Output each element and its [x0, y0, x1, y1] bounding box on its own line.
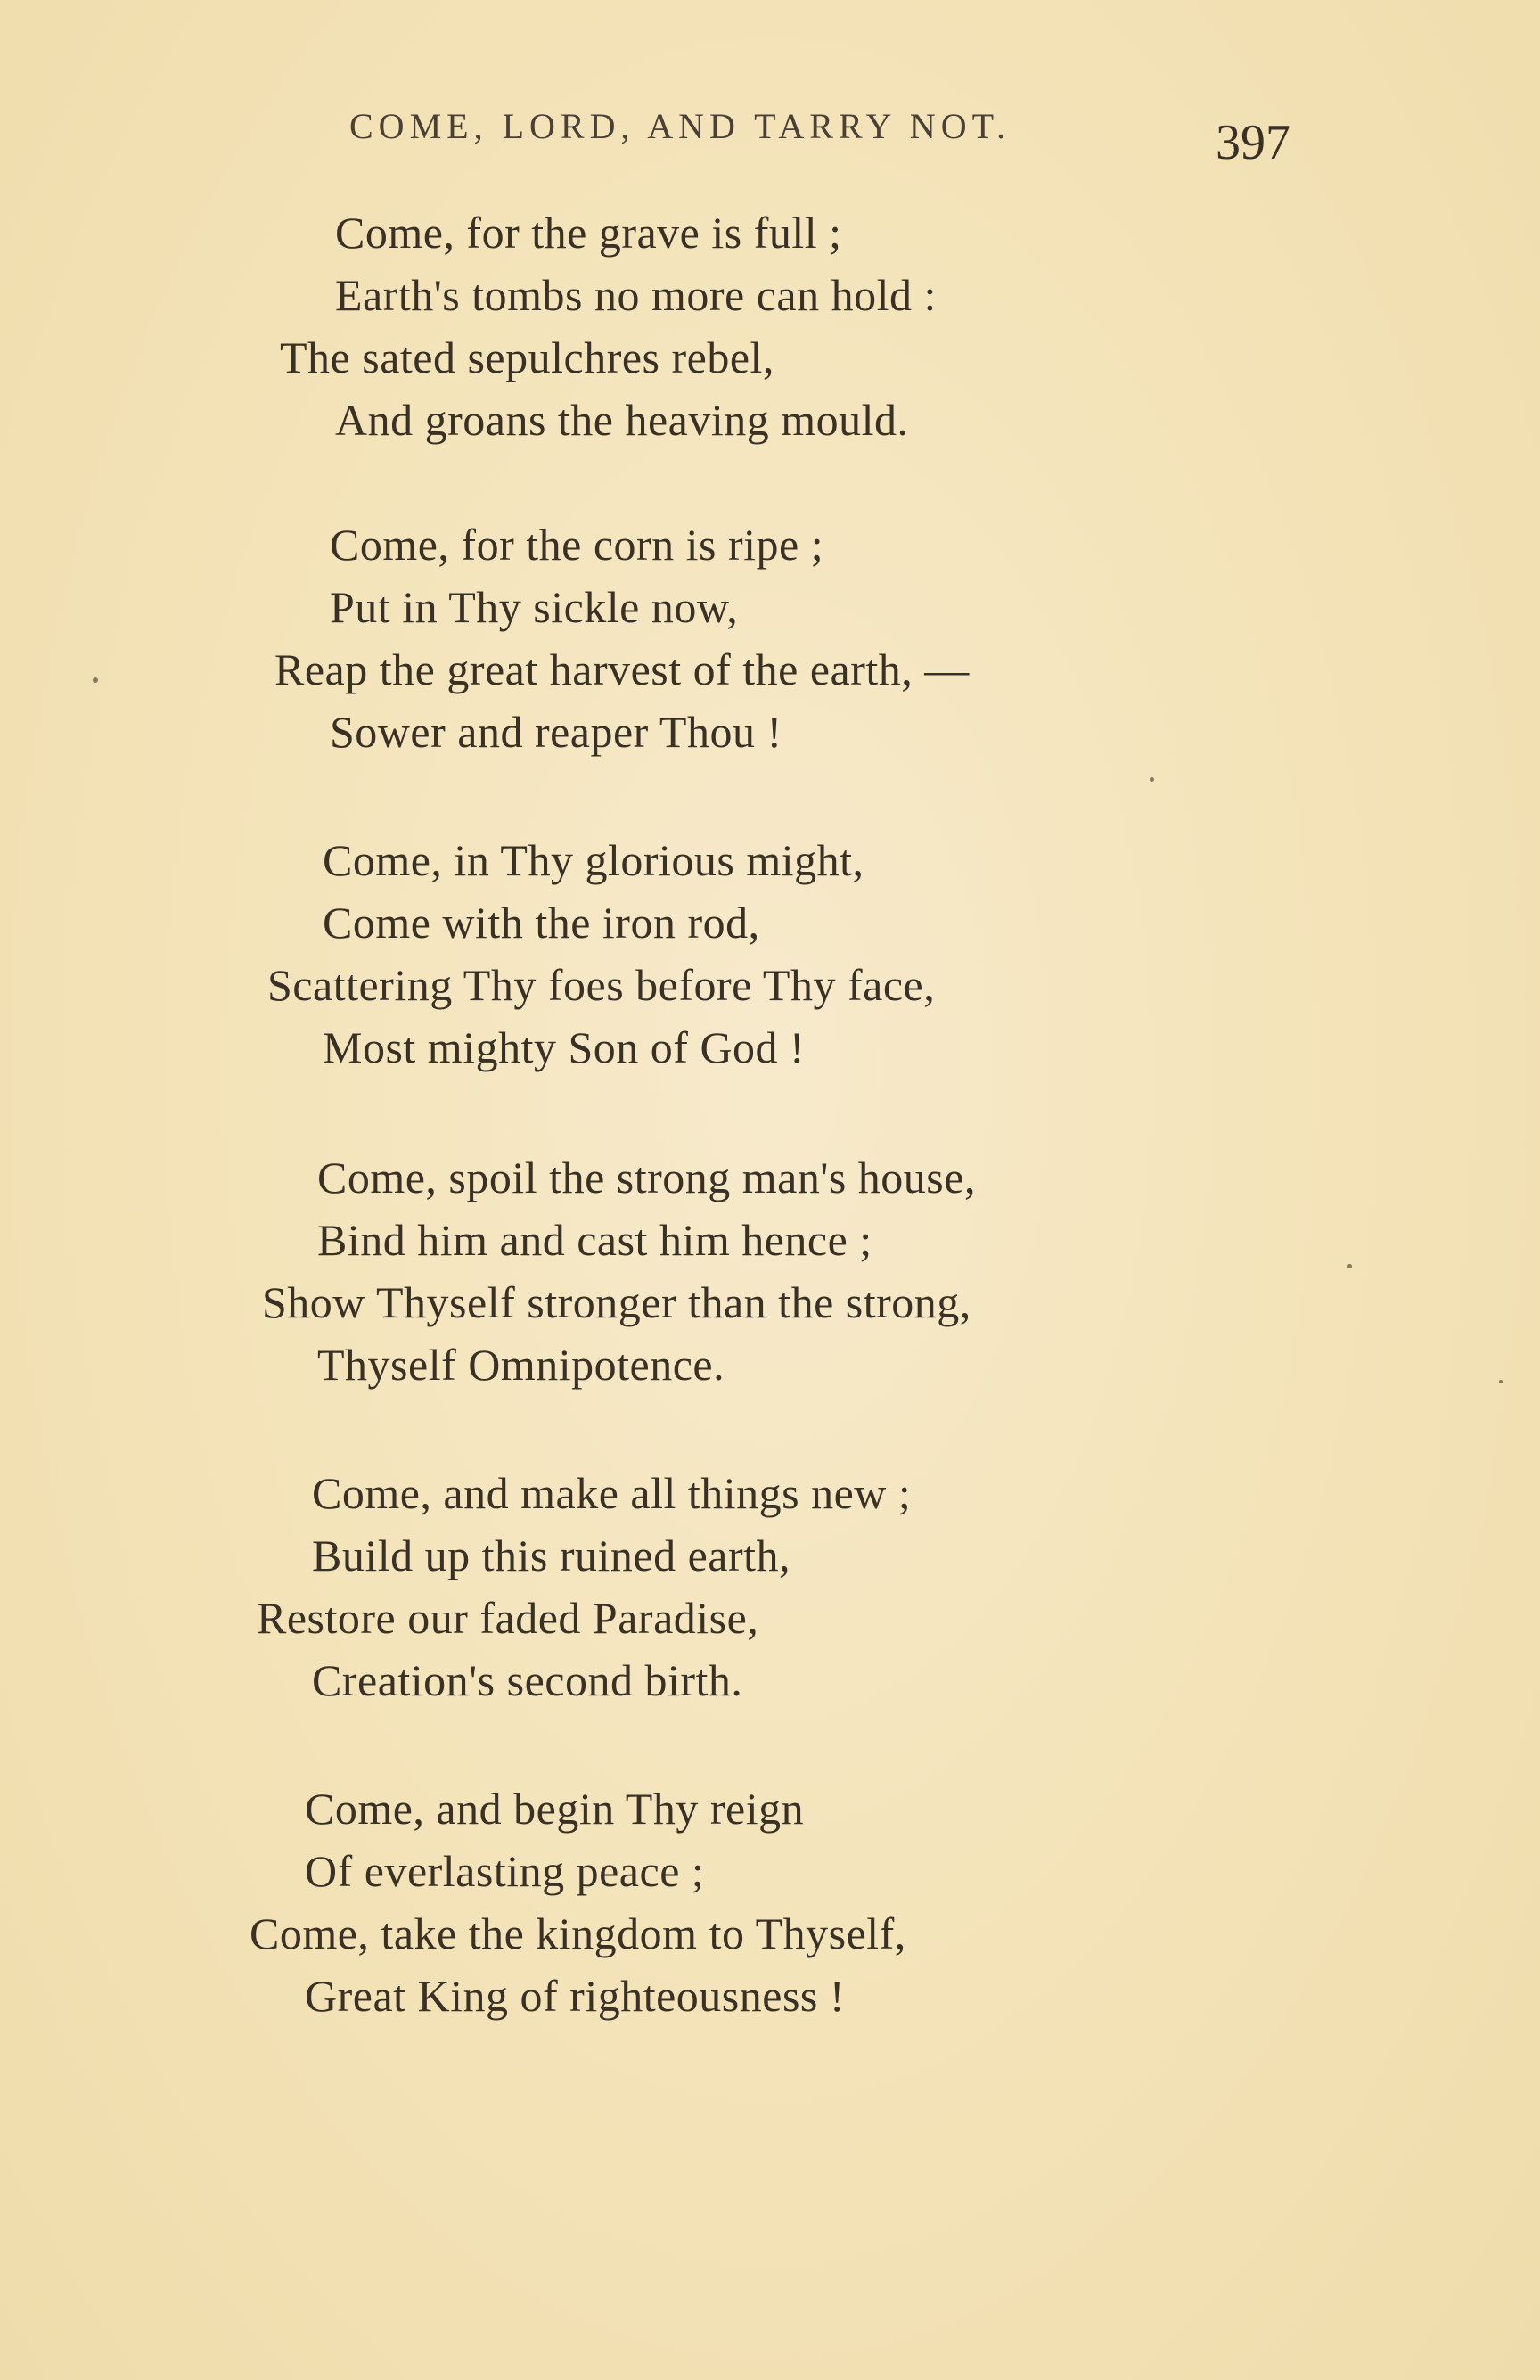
verse-line: Bind him and cast him hence ;	[317, 1215, 872, 1265]
stanza-3	[267, 829, 935, 1079]
verse-line: Earth's tombs no more can hold :	[335, 270, 937, 320]
page-number: 397	[1216, 115, 1290, 170]
verse-line: Creation's second birth.	[312, 1655, 743, 1705]
verse-line: Come, take the kingdom to Thyself,	[250, 1908, 906, 1958]
stanza-5	[257, 1462, 911, 1711]
verse-line: Put in Thy sickle now,	[330, 582, 739, 632]
verse-line: Scattering Thy foes before Thy face,	[267, 960, 936, 1010]
paper-speck	[1499, 1380, 1503, 1383]
paper-speck	[93, 677, 98, 683]
verse-line: Come with the iron rod,	[323, 898, 760, 948]
stanza-2	[274, 513, 970, 763]
verse-line: Reap the great harvest of the earth, —	[274, 644, 970, 694]
running-head-title: COME, LORD, AND TARRY NOT.	[349, 106, 1012, 146]
verse-line: Show Thyself stronger than the strong,	[262, 1277, 971, 1327]
verse-line: Sower and reaper Thou !	[330, 707, 782, 757]
verse-line: Most mighty Son of God !	[323, 1022, 806, 1072]
verse-line: Come, and make all things new ;	[312, 1468, 912, 1518]
stanza-6	[250, 1777, 906, 2027]
verse-line: Great King of righteousness !	[305, 1971, 846, 2021]
stanza-4	[262, 1146, 976, 1396]
verse-line: The sated sepulchres rebel,	[280, 332, 774, 382]
stanza-1	[280, 201, 937, 451]
verse-line: Thyself Omnipotence.	[317, 1340, 725, 1390]
verse-line: Come, in Thy glorious might,	[323, 835, 864, 885]
verse-line: Come, for the corn is ripe ;	[330, 520, 824, 570]
verse-line: Come, for the grave is full ;	[335, 208, 842, 258]
verse-line: And groans the heaving mould.	[335, 395, 909, 445]
paper-speck	[1150, 777, 1154, 782]
verse-line: Restore our faded Paradise,	[257, 1593, 759, 1643]
verse-line: Come, spoil the strong man's house,	[317, 1153, 976, 1202]
verse-line: Build up this ruined earth,	[312, 1531, 791, 1580]
paper-speck	[1348, 1264, 1352, 1268]
verse-line: Of everlasting peace ;	[305, 1846, 705, 1896]
verse-line: Come, and begin Thy reign	[305, 1784, 805, 1834]
